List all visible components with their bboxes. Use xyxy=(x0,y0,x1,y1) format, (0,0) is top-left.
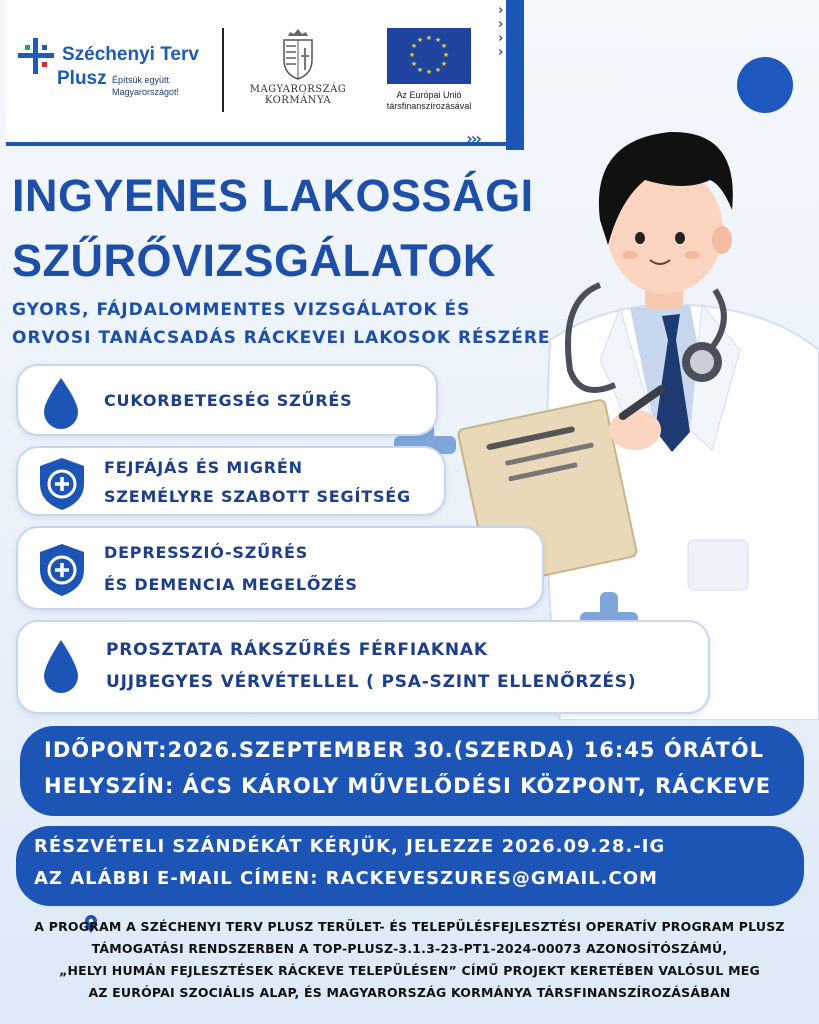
service-item-diabetes xyxy=(16,364,438,436)
service-label: DEPRESSZIÓ-SZŰRÉS xyxy=(104,543,309,562)
logo-divider xyxy=(222,28,224,112)
footer-line: TÁMOGATÁSI RENDSZERBEN A TOP-PLUSZ-3.1.3-23-PT1-2024-00073 AZONOSÍTÓSZÁMÚ, xyxy=(91,941,728,956)
eu-flag-icon xyxy=(387,28,471,84)
svg-text:★: ★ xyxy=(434,36,442,44)
svg-text:★: ★ xyxy=(425,34,433,42)
service-label: CUKORBETEGSÉG SZŰRÉS xyxy=(104,391,353,410)
footer-line: A PROGRAM A SZÉCHENYI TERV PLUSZ TERÜLET- ÉS TELEPÜLÉSFEJLESZTÉSI OPERATÍV PROGRAM PLUSZ xyxy=(34,919,785,934)
registration-deadline: RÉSZVÉTELI SZÁNDÉKÁT KÉRJÜK, JELEZZE 2026.09.28.-IG xyxy=(34,836,666,857)
svg-text:★: ★ xyxy=(408,51,416,59)
blood-drop-icon xyxy=(38,376,84,430)
event-info-band xyxy=(20,726,804,816)
svg-text:★: ★ xyxy=(440,42,448,50)
registration-band xyxy=(16,826,804,906)
footer-line: „HELYI HUMÁN FEJLESZTÉSEK RÁCKEVE TELEPÜLÉSEN” CÍMŰ PROJEKT KERETÉBEN VALÓSUL MEG xyxy=(59,963,760,978)
service-item-prostate xyxy=(16,620,710,714)
service-label: UJJBEGYES VÉRVÉTELLEL ( PSA-SZINT ELLENŐRZÉS) xyxy=(106,672,637,692)
service-item-depression xyxy=(16,526,544,610)
service-label: ÉS DEMENCIA MEGELŐZÉS xyxy=(104,575,358,594)
shield-plus-icon xyxy=(36,542,88,598)
svg-text:★: ★ xyxy=(416,36,424,44)
szechenyi-terv-logo xyxy=(14,32,204,112)
service-label: FEJFÁJÁS ÉS MIGRÉN xyxy=(104,458,303,477)
gov-title-1: MAGYARORSZÁG xyxy=(249,84,347,95)
registration-email[interactable]: AZ ALÁBBI E-MAIL CÍMEN: RACKEVESZURES@GMAIL.COM xyxy=(34,868,658,889)
footer-line: AZ EURÓPAI SZOCIÁLIS ALAP, ÉS MAGYARORSZÁG KORMÁNYA TÁRSFINANSZÍROZÁSÁBAN xyxy=(88,985,731,1000)
chevrons-icon: › › › › xyxy=(498,3,504,60)
main-title-line1: INGYENES LAKOSSÁGI xyxy=(12,170,534,221)
szechenyi-title: Széchenyi Terv xyxy=(62,44,199,65)
svg-text:★: ★ xyxy=(442,51,450,59)
svg-text:★: ★ xyxy=(434,66,442,74)
coat-of-arms-icon xyxy=(280,28,316,80)
service-label: SZEMÉLYRE SZABOTT SEGÍTSÉG xyxy=(104,487,411,506)
svg-text:★: ★ xyxy=(410,42,418,50)
svg-text:★: ★ xyxy=(425,68,433,76)
event-time: IDŐPONT:2026.SZEPTEMBER 30.(SZERDA) 16:45 ÓRÁTÓL xyxy=(44,738,765,762)
szechenyi-tagline: Építsük együtt Magyarországot! xyxy=(112,75,180,97)
eu-text-1: Az Európai Unió xyxy=(396,90,462,100)
szechenyi-cross-icon xyxy=(16,36,56,76)
chevrons-icon: ››› xyxy=(466,129,480,148)
eu-text-2: társfinanszírozásával xyxy=(386,101,472,111)
event-place: HELYSZÍN: ÁCS KÁROLY MŰVELŐDÉSI KÖZPONT, RÁCKEVE xyxy=(44,774,772,798)
gov-title-2: KORMÁNYA xyxy=(264,95,332,106)
service-item-migraine xyxy=(16,446,446,516)
subtitle: GYORS, FÁJDALOMMENTES VIZSGÁLATOK ÉS ORVOSI TANÁCSADÁS RÁCKEVEI LAKOSOK RÉSZÉRE xyxy=(12,300,551,348)
shield-plus-icon xyxy=(36,456,88,512)
government-logo xyxy=(238,28,358,118)
main-title-line2: SZŰRŐVIZSGÁLATOK xyxy=(12,235,496,286)
svg-text:★: ★ xyxy=(416,66,424,74)
svg-text:★: ★ xyxy=(440,60,448,68)
funding-footer xyxy=(0,916,819,1004)
svg-text:★: ★ xyxy=(410,60,418,68)
service-label: PROSZTATA RÁKSZŰRÉS FÉRFIAKNAK xyxy=(106,640,488,660)
szechenyi-plusz: Plusz xyxy=(57,68,107,89)
blood-drop-icon xyxy=(38,638,84,694)
